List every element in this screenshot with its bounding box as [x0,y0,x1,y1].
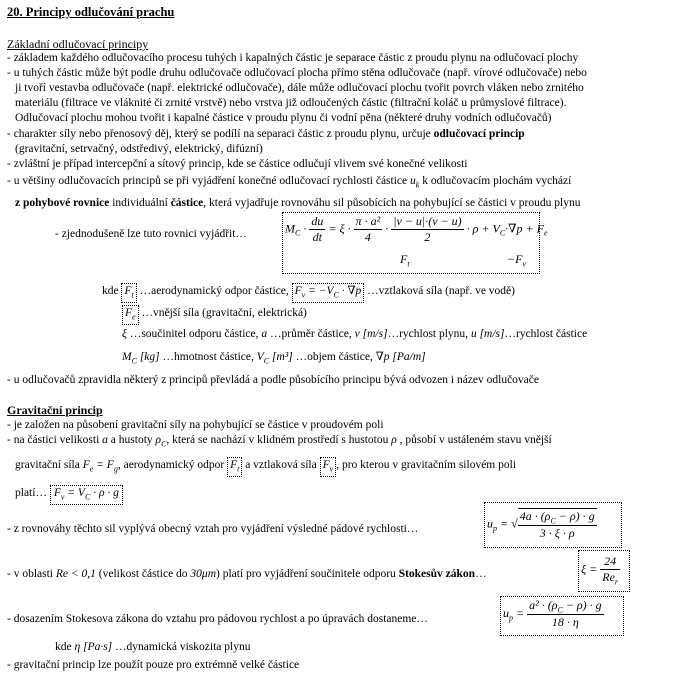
para-line: materiálu (filtrace ve vláknité či zrnité vrstvě) nebo vrstva již odloučených částic (filtrační koláč u průmyslové filtrace). [15,97,567,109]
para-line: - na částici velikosti a a hustoty $\rho_C$, která se nachází v klidném prostředí s hustotou ρ , působí v ustáleném stavu vnější [7,434,552,449]
fv-gravity-box: $F_v = V_C \cdot \rho \cdot g$ [50,485,123,505]
para-line: - základem každého odlučovacího procesu tuhých i kapalných částic je separace částic z proudu plynu na odlučovací plochy [7,52,579,64]
legend-line: ξ …součinitel odporu částice, a …průměr částice, v [m/s]…rychlost plynu, u [m/s]…rychlost částice [122,328,588,340]
para-line: z pohybové rovnice individuální částice, která vyjadřuje rovnováhu sil působících na pohybující se částici v proudu plynu [15,197,581,209]
ft-box-2: $F_t$ [227,457,242,477]
para-line: - v oblasti Re < 0,1 (velikost částice do 30μm) platí pro vyjádření součinitele odporu Stokesův zákon… [7,568,487,580]
para-line: - je založen na působení gravitační síly na pohybující se částice v proudovém poli [7,419,384,431]
section-heading-gravity: Gravitační princip [7,403,103,417]
main-equation: $M_C$ · $\frac{du}{dt}$ = ξ · $\frac{\text{π · a²}}{4}$ · $\frac{|v - u|\cdot(v - u)}{2}$ · $\rho + V_C\cdot\nabla p + F_e$ [285,214,548,244]
fall-velocity-equation: $u_p$ = √ $\frac{4a \cdot (\rho_C - \rho) \cdot g}{3 \cdot \xi \cdot \rho}$ [487,509,595,541]
page-title: 20. Principy odlučování prachu [7,5,175,19]
para-line: - gravitační princip lze použít pouze pro extrémně velké částice [7,659,300,671]
para-line: - zvláštní je případ intercepční a sítový princip, kde se částice odlučují vlivem své konečné velikosti [7,158,468,170]
para-line: Odlučovací plochu mohou tvořit i kapalné částice v proudu plynu či vodní pěna (některé druhy vodních odlučovačů) [15,112,552,124]
main-equation-brace-labels: $F_t$ [400,252,410,269]
para-line: platí… $F_v = V_C \cdot \rho \cdot g$ [15,485,123,505]
para-line: ji tvoří vestavba odlučovače (např. elektrické odlučovače), dále může odlučovací plochu tvořit povrch vláken nebo zrnitého [15,82,584,94]
section-heading-basic-principles: Základní odlučovací principy [7,37,149,51]
legend-line: kde $F_t$ …aerodynamický odpor částice, $F_v = -V_C \cdot \nabla p$ …vztlaková síla (např. ve vodě) [102,283,515,303]
para-line: - u většiny odlučovacích principů se při vyjádření konečné odlučovací rychlosti částice $u_k$ k odlučovacím plochám vychází [7,175,572,190]
para-line: - zjednodušeně lze tuto rovnici vyjádřit… [55,228,247,240]
para-line: - z rovnováhy těchto sil vyplývá obecný vztah pro vyjádření výsledné pádové rychlosti… [7,523,419,535]
legend-line: $F_e$ …vnější síla (gravitační, elektrická) [122,305,307,325]
para-line: - dosazením Stokesova zákona do vztahu pro pádovou rychlost a po úpravách dostaneme… [7,613,428,625]
main-equation-brace-labels: $-F_v$ [507,252,526,269]
fv-box-2: $F_v$ [320,457,337,477]
legend-line: $M_C$ [kg] …hmotnost částice, $V_C$ [m³] …objem částice, ∇p [Pa/m] [122,351,426,366]
para-line: (gravitační, setrvačný, odstředivý, elektrický, difúzní) [15,143,263,155]
para-line: gravitační síla $F_e = F_g$, aerodynamický odpor $F_t$ a vztlaková síla $F_v$ , pro kterou v gravitačním silovém poli [15,457,516,477]
para-line: - u tuhých částic může být podle druhu odlučovače odlučovací plocha přímo stěna odlučovače (např. vírové odlučovače) nebo [7,67,587,79]
para-line: - u odlučovačů zpravidla některý z principů převládá a podle působícího principu bývá odvozen i název odlučovače [7,374,539,386]
stokes-velocity-equation: $u_p$ = $\frac{a^2 \cdot (\rho_C - \rho) \cdot g}{18 \cdot \eta}$ [503,598,602,630]
para-line: kde η [Pa·s] …dynamická viskozita plynu [55,641,251,653]
stokes-equation: ξ = $\frac{24}{Re_r}$ [581,554,619,587]
ft-box: $F_t$ [121,283,136,303]
fe-box: $F_e$ [122,305,139,325]
para-line: - charakter síly nebo přenosový děj, který se podílí na separaci částic z proudu plynu, určuje odlučovací princip [7,128,525,140]
fv-box: $F_v = -V_C \cdot \nabla p$ [292,283,365,303]
